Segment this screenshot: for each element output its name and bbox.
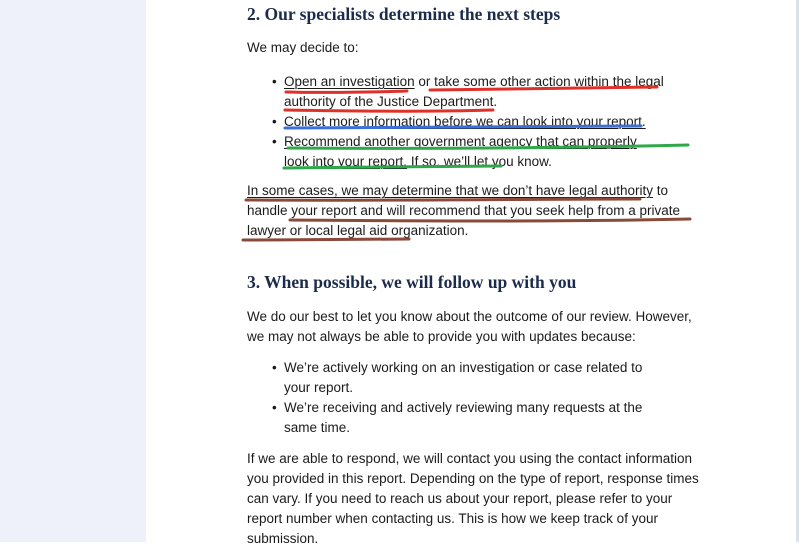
collect-information-link[interactable]: Collect more information before we can look into your report.	[284, 114, 646, 129]
section-2-intro: We may decide to:	[247, 40, 359, 55]
recommend-agency-link[interactable]: Recommend another government agency that can properly look into your report.	[284, 134, 637, 169]
legal-authority-link[interactable]: In some cases, we may determine that we don’t have legal authority	[247, 183, 653, 198]
next-steps-list	[247, 72, 707, 172]
section-2-heading: 2. Our specialists determine the next steps	[247, 4, 561, 24]
list-item	[247, 112, 664, 132]
list-item	[247, 132, 664, 172]
list-item-text: If so, we’ll let you know.	[407, 154, 552, 169]
legal-authority-paragraph	[247, 181, 707, 241]
list-item: • We’re actively working on an investigation or case related to your report.	[247, 358, 664, 398]
list-item	[247, 72, 664, 112]
left-sidebar	[0, 0, 146, 542]
paragraph-text: to handle your report and will recommend that you seek help from a private lawyer or local legal aid organization.	[247, 183, 680, 238]
contact-paragraph: If we are able to respond, we will contact you using the contact information you provided in this report. Depending on the type of report, response times can vary. If you need to reach us about your report, please refer to your report number when contacting us. This is how we keep track of your submission.	[247, 451, 699, 546]
open-investigation-link[interactable]: Open an investigation	[284, 74, 415, 89]
list-item-text: or take some other action within the legal authority of the Justice Department.	[284, 74, 664, 109]
section-3-heading: 3. When possible, we will follow up with you	[247, 272, 577, 292]
follow-up-reasons-list	[247, 358, 707, 438]
list-item: • We’re receiving and actively reviewing many requests at the same time.	[247, 398, 664, 438]
section-3-intro: We do our best to let you know about the outcome of our review. However, we may not always be able to provide you with updates because:	[247, 309, 692, 344]
